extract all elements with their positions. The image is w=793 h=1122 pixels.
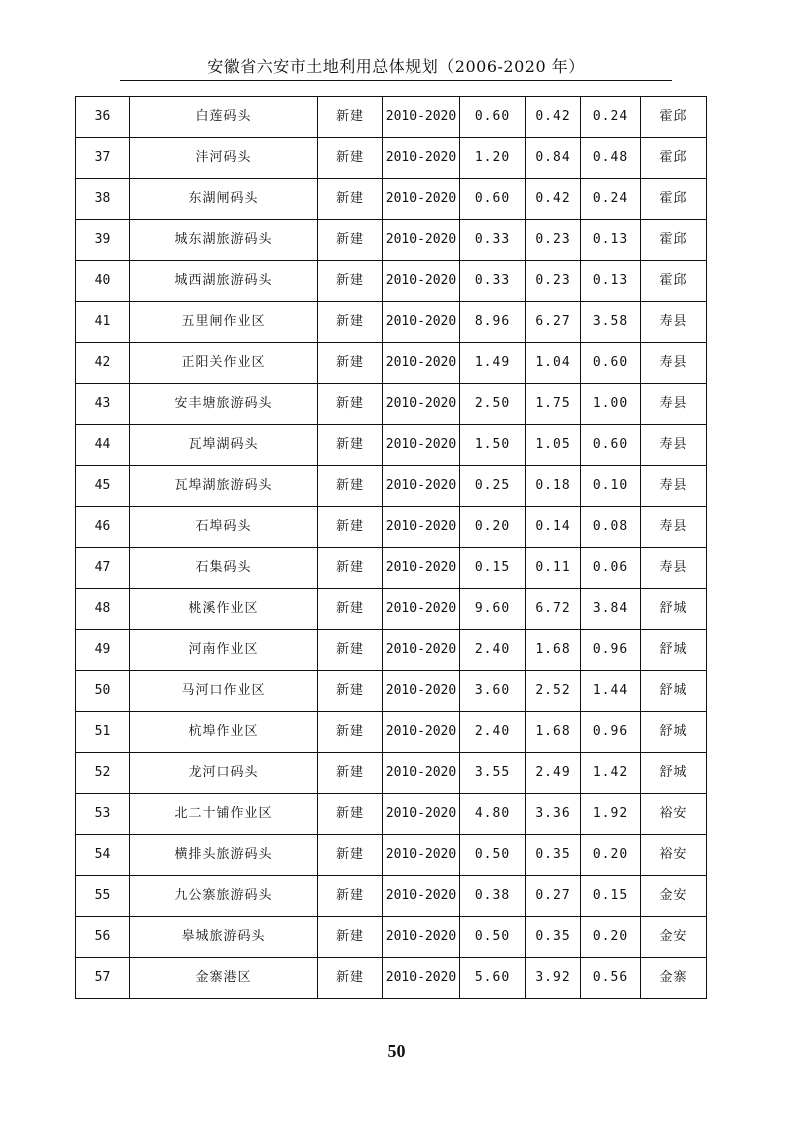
- cell-county: 霍邱: [641, 138, 707, 179]
- cell-county: 裕安: [641, 835, 707, 876]
- cell-period: 2010-2020: [383, 876, 460, 917]
- cell-county: 金寨: [641, 958, 707, 999]
- cell-value-2: 6.72: [526, 589, 581, 630]
- cell-value-1: 1.50: [460, 425, 526, 466]
- cell-value-1: 2.50: [460, 384, 526, 425]
- cell-value-3: 0.60: [581, 343, 641, 384]
- port-land-use-table: [75, 96, 707, 999]
- cell-construction-type: 新建: [318, 671, 383, 712]
- cell-port-name: 瓦埠湖旅游码头: [130, 466, 318, 507]
- cell-number: 57: [76, 958, 130, 999]
- cell-value-3: 0.10: [581, 466, 641, 507]
- table-row: [76, 835, 707, 876]
- cell-port-name: 金寨港区: [130, 958, 318, 999]
- cell-construction-type: 新建: [318, 507, 383, 548]
- cell-port-name: 河南作业区: [130, 630, 318, 671]
- cell-value-2: 0.18: [526, 466, 581, 507]
- cell-period: 2010-2020: [383, 548, 460, 589]
- table-row: [76, 712, 707, 753]
- cell-construction-type: 新建: [318, 794, 383, 835]
- cell-construction-type: 新建: [318, 958, 383, 999]
- cell-period: 2010-2020: [383, 671, 460, 712]
- cell-port-name: 龙河口码头: [130, 753, 318, 794]
- cell-period: 2010-2020: [383, 917, 460, 958]
- cell-county: 金安: [641, 917, 707, 958]
- cell-number: 52: [76, 753, 130, 794]
- page-header-title: 安徽省六安市土地利用总体规划（2006-2020 年）: [207, 57, 585, 76]
- cell-value-3: 0.24: [581, 97, 641, 138]
- table-row: [76, 466, 707, 507]
- cell-period: 2010-2020: [383, 302, 460, 343]
- table-row: [76, 876, 707, 917]
- table-row: [76, 97, 707, 138]
- cell-construction-type: 新建: [318, 138, 383, 179]
- cell-construction-type: 新建: [318, 384, 383, 425]
- cell-value-1: 0.60: [460, 97, 526, 138]
- cell-construction-type: 新建: [318, 917, 383, 958]
- cell-number: 50: [76, 671, 130, 712]
- cell-number: 55: [76, 876, 130, 917]
- cell-number: 39: [76, 220, 130, 261]
- page-number: 50: [387, 1041, 406, 1061]
- cell-number: 43: [76, 384, 130, 425]
- cell-number: 37: [76, 138, 130, 179]
- cell-construction-type: 新建: [318, 835, 383, 876]
- cell-county: 舒城: [641, 753, 707, 794]
- cell-period: 2010-2020: [383, 261, 460, 302]
- cell-construction-type: 新建: [318, 97, 383, 138]
- cell-port-name: 白莲码头: [130, 97, 318, 138]
- cell-value-2: 0.35: [526, 835, 581, 876]
- cell-value-3: 0.08: [581, 507, 641, 548]
- cell-period: 2010-2020: [383, 753, 460, 794]
- cell-value-1: 0.38: [460, 876, 526, 917]
- cell-value-1: 1.20: [460, 138, 526, 179]
- table-row: [76, 261, 707, 302]
- cell-port-name: 桃溪作业区: [130, 589, 318, 630]
- cell-value-3: 0.20: [581, 835, 641, 876]
- cell-number: 44: [76, 425, 130, 466]
- cell-port-name: 皋城旅游码头: [130, 917, 318, 958]
- cell-period: 2010-2020: [383, 589, 460, 630]
- table-row: [76, 179, 707, 220]
- cell-value-1: 9.60: [460, 589, 526, 630]
- cell-county: 寿县: [641, 343, 707, 384]
- cell-construction-type: 新建: [318, 876, 383, 917]
- cell-value-2: 6.27: [526, 302, 581, 343]
- cell-value-1: 3.60: [460, 671, 526, 712]
- table-row: [76, 671, 707, 712]
- cell-value-3: 0.60: [581, 425, 641, 466]
- cell-county: 裕安: [641, 794, 707, 835]
- cell-county: 霍邱: [641, 220, 707, 261]
- cell-construction-type: 新建: [318, 712, 383, 753]
- cell-number: 40: [76, 261, 130, 302]
- cell-number: 36: [76, 97, 130, 138]
- cell-port-name: 马河口作业区: [130, 671, 318, 712]
- cell-construction-type: 新建: [318, 220, 383, 261]
- table-row: [76, 548, 707, 589]
- table-row: [76, 753, 707, 794]
- cell-value-2: 1.68: [526, 712, 581, 753]
- cell-period: 2010-2020: [383, 466, 460, 507]
- cell-value-2: 0.35: [526, 917, 581, 958]
- cell-port-name: 杭埠作业区: [130, 712, 318, 753]
- cell-construction-type: 新建: [318, 343, 383, 384]
- table-row: [76, 794, 707, 835]
- table-row: [76, 958, 707, 999]
- cell-value-2: 0.27: [526, 876, 581, 917]
- cell-number: 54: [76, 835, 130, 876]
- cell-port-name: 石埠码头: [130, 507, 318, 548]
- cell-period: 2010-2020: [383, 835, 460, 876]
- cell-value-1: 3.55: [460, 753, 526, 794]
- table-row: [76, 343, 707, 384]
- cell-value-1: 1.49: [460, 343, 526, 384]
- cell-period: 2010-2020: [383, 630, 460, 671]
- cell-county: 霍邱: [641, 179, 707, 220]
- cell-port-name: 正阳关作业区: [130, 343, 318, 384]
- table-row: [76, 425, 707, 466]
- cell-county: 舒城: [641, 712, 707, 753]
- table-row: [76, 589, 707, 630]
- cell-county: 舒城: [641, 671, 707, 712]
- cell-construction-type: 新建: [318, 261, 383, 302]
- table-body: [76, 97, 707, 999]
- cell-value-1: 0.60: [460, 179, 526, 220]
- cell-number: 53: [76, 794, 130, 835]
- cell-value-3: 0.20: [581, 917, 641, 958]
- cell-county: 舒城: [641, 630, 707, 671]
- cell-construction-type: 新建: [318, 630, 383, 671]
- cell-port-name: 五里闸作业区: [130, 302, 318, 343]
- cell-number: 56: [76, 917, 130, 958]
- cell-value-2: 0.42: [526, 179, 581, 220]
- cell-value-1: 0.50: [460, 917, 526, 958]
- cell-value-2: 0.23: [526, 220, 581, 261]
- cell-number: 41: [76, 302, 130, 343]
- cell-value-3: 3.84: [581, 589, 641, 630]
- cell-county: 舒城: [641, 589, 707, 630]
- cell-number: 46: [76, 507, 130, 548]
- cell-value-1: 5.60: [460, 958, 526, 999]
- cell-period: 2010-2020: [383, 712, 460, 753]
- cell-construction-type: 新建: [318, 425, 383, 466]
- cell-number: 48: [76, 589, 130, 630]
- cell-value-3: 1.44: [581, 671, 641, 712]
- cell-county: 金安: [641, 876, 707, 917]
- cell-value-1: 0.33: [460, 220, 526, 261]
- cell-value-2: 2.49: [526, 753, 581, 794]
- table-row: [76, 302, 707, 343]
- cell-port-name: 沣河码头: [130, 138, 318, 179]
- cell-number: 38: [76, 179, 130, 220]
- cell-county: 寿县: [641, 302, 707, 343]
- cell-value-3: 1.92: [581, 794, 641, 835]
- cell-value-3: 0.56: [581, 958, 641, 999]
- cell-value-1: 4.80: [460, 794, 526, 835]
- cell-value-3: 0.15: [581, 876, 641, 917]
- cell-value-3: 1.00: [581, 384, 641, 425]
- cell-value-1: 0.33: [460, 261, 526, 302]
- cell-value-3: 0.96: [581, 630, 641, 671]
- cell-port-name: 瓦埠湖码头: [130, 425, 318, 466]
- cell-value-3: 3.58: [581, 302, 641, 343]
- cell-period: 2010-2020: [383, 384, 460, 425]
- cell-value-3: 1.42: [581, 753, 641, 794]
- table-row: [76, 917, 707, 958]
- cell-value-3: 0.06: [581, 548, 641, 589]
- cell-port-name: 城东湖旅游码头: [130, 220, 318, 261]
- cell-port-name: 北二十铺作业区: [130, 794, 318, 835]
- cell-value-2: 3.92: [526, 958, 581, 999]
- cell-value-3: 0.96: [581, 712, 641, 753]
- table-row: [76, 384, 707, 425]
- cell-construction-type: 新建: [318, 179, 383, 220]
- cell-county: 寿县: [641, 384, 707, 425]
- table-row: [76, 138, 707, 179]
- cell-county: 寿县: [641, 548, 707, 589]
- cell-value-2: 0.42: [526, 97, 581, 138]
- cell-port-name: 安丰塘旅游码头: [130, 384, 318, 425]
- cell-port-name: 东湖闸码头: [130, 179, 318, 220]
- cell-value-2: 0.23: [526, 261, 581, 302]
- cell-value-2: 0.84: [526, 138, 581, 179]
- cell-value-3: 0.48: [581, 138, 641, 179]
- cell-value-1: 0.15: [460, 548, 526, 589]
- cell-value-3: 0.24: [581, 179, 641, 220]
- cell-period: 2010-2020: [383, 97, 460, 138]
- cell-construction-type: 新建: [318, 466, 383, 507]
- cell-value-2: 3.36: [526, 794, 581, 835]
- cell-number: 51: [76, 712, 130, 753]
- cell-number: 45: [76, 466, 130, 507]
- table-row: [76, 630, 707, 671]
- cell-value-2: 1.04: [526, 343, 581, 384]
- cell-period: 2010-2020: [383, 343, 460, 384]
- cell-period: 2010-2020: [383, 138, 460, 179]
- cell-period: 2010-2020: [383, 958, 460, 999]
- cell-number: 42: [76, 343, 130, 384]
- cell-value-1: 8.96: [460, 302, 526, 343]
- cell-county: 霍邱: [641, 261, 707, 302]
- cell-value-2: 1.75: [526, 384, 581, 425]
- cell-county: 寿县: [641, 425, 707, 466]
- table-row: [76, 220, 707, 261]
- cell-value-1: 0.50: [460, 835, 526, 876]
- table-row: [76, 507, 707, 548]
- header-divider: [120, 80, 672, 81]
- cell-value-2: 2.52: [526, 671, 581, 712]
- cell-number: 47: [76, 548, 130, 589]
- cell-value-1: 2.40: [460, 630, 526, 671]
- cell-value-3: 0.13: [581, 261, 641, 302]
- cell-county: 寿县: [641, 507, 707, 548]
- cell-value-2: 0.14: [526, 507, 581, 548]
- cell-construction-type: 新建: [318, 302, 383, 343]
- cell-port-name: 九公寨旅游码头: [130, 876, 318, 917]
- cell-period: 2010-2020: [383, 507, 460, 548]
- cell-county: 霍邱: [641, 97, 707, 138]
- cell-value-1: 2.40: [460, 712, 526, 753]
- cell-construction-type: 新建: [318, 589, 383, 630]
- cell-period: 2010-2020: [383, 220, 460, 261]
- cell-construction-type: 新建: [318, 753, 383, 794]
- cell-value-2: 1.68: [526, 630, 581, 671]
- cell-period: 2010-2020: [383, 179, 460, 220]
- cell-number: 49: [76, 630, 130, 671]
- cell-value-3: 0.13: [581, 220, 641, 261]
- cell-port-name: 横排头旅游码头: [130, 835, 318, 876]
- cell-value-2: 0.11: [526, 548, 581, 589]
- cell-county: 寿县: [641, 466, 707, 507]
- cell-port-name: 城西湖旅游码头: [130, 261, 318, 302]
- cell-value-2: 1.05: [526, 425, 581, 466]
- cell-period: 2010-2020: [383, 425, 460, 466]
- cell-value-1: 0.20: [460, 507, 526, 548]
- cell-construction-type: 新建: [318, 548, 383, 589]
- cell-value-1: 0.25: [460, 466, 526, 507]
- cell-port-name: 石集码头: [130, 548, 318, 589]
- cell-period: 2010-2020: [383, 794, 460, 835]
